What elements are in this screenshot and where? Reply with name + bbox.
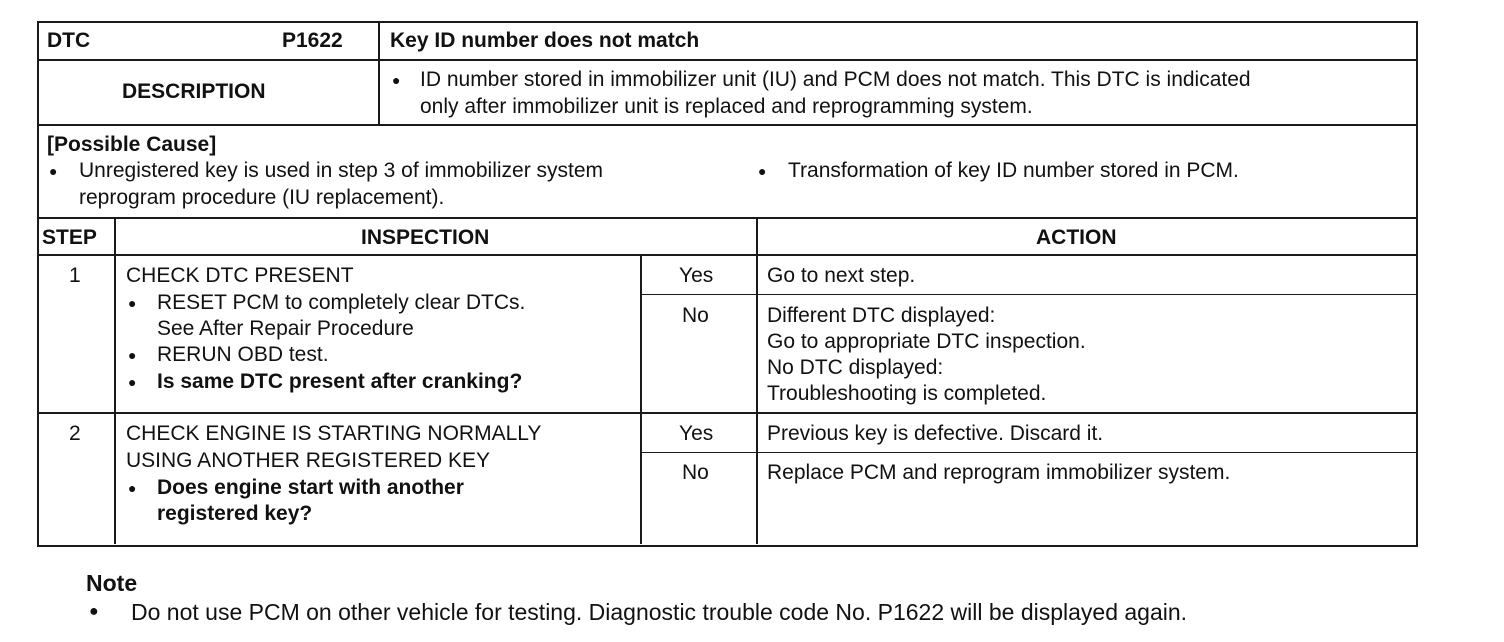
column-action: ACTION xyxy=(1036,226,1117,249)
bullet-icon: ● xyxy=(128,295,137,311)
possible-cause-heading: [Possible Cause] xyxy=(47,133,217,156)
bullet-icon: ● xyxy=(49,163,58,179)
step-1-bullet-3: Is same DTC present after cranking? xyxy=(157,370,523,393)
rule-header-split xyxy=(378,21,380,125)
rule-step-col xyxy=(114,218,116,544)
bullet-icon: ● xyxy=(128,480,137,496)
dtc-label: DTC xyxy=(47,29,91,52)
cause-right-line: Transformation of key ID number stored in PCM. xyxy=(788,159,1239,182)
step-1-no-action-line-4: Troubleshooting is completed. xyxy=(767,382,1047,405)
step-2-no-action: Replace PCM and reprogram immobilizer system. xyxy=(767,461,1231,484)
step-1-no-action-line-3: No DTC displayed: xyxy=(767,356,944,379)
cause-left-line-2: reprogram procedure (IU replacement). xyxy=(79,186,445,209)
bullet-icon: ● xyxy=(128,374,137,390)
step-1-bullet-2: RERUN OBD test. xyxy=(157,343,329,366)
dtc-title: Key ID number does not match xyxy=(390,29,700,52)
bullet-icon: ● xyxy=(128,347,137,363)
step-1-yes-action: Go to next step. xyxy=(767,264,916,287)
bullet-icon: ● xyxy=(89,603,99,620)
step-2-no-label: No xyxy=(682,461,709,484)
step-2-title-line-2: USING ANOTHER REGISTERED KEY xyxy=(126,449,491,472)
description-line-1: ID number stored in immobilizer unit (IU) and PCM does not match. This DTC is indicated xyxy=(420,68,1251,91)
rule-description xyxy=(37,124,1416,126)
step-1-no-action-line-2: Go to appropriate DTC inspection. xyxy=(767,330,1086,353)
description-label: DESCRIPTION xyxy=(122,80,266,103)
step-2-yes-label: Yes xyxy=(679,422,714,445)
step-1-bullet-1-line-1: RESET PCM to completely clear DTCs. xyxy=(157,291,526,314)
step-1-yes-label: Yes xyxy=(679,264,714,287)
step-1-bullet-1-line-2: See After Repair Procedure xyxy=(157,317,414,340)
step-2-yes-action: Previous key is defective. Discard it. xyxy=(767,422,1104,445)
step-2-bullet-1-line-2: registered key? xyxy=(157,502,313,525)
rule-header xyxy=(37,59,1416,61)
bullet-icon: ● xyxy=(392,72,401,88)
step-1-no-action-line-1: Different DTC displayed: xyxy=(767,304,996,327)
rule-yesno-col xyxy=(640,255,642,544)
rule-step1-end xyxy=(37,412,1416,414)
note-title: Note xyxy=(86,570,138,596)
step-2-bullet-1-line-1: Does engine start with another xyxy=(157,476,464,499)
rule-cause xyxy=(37,217,1416,219)
column-step: STEP xyxy=(42,226,97,249)
column-inspection: INSPECTION xyxy=(361,226,490,249)
rule-columns xyxy=(37,254,1416,256)
step-2-title-line-1: CHECK ENGINE IS STARTING NORMALLY xyxy=(126,422,542,445)
rule-action-col xyxy=(756,218,758,544)
step-2-number: 2 xyxy=(69,422,81,445)
step-1-title: CHECK DTC PRESENT xyxy=(126,264,354,287)
bullet-icon: ● xyxy=(758,163,767,179)
note-text: Do not use PCM on other vehicle for testing. Diagnostic trouble code No. P1622 will be displayed again. xyxy=(131,599,1188,625)
cause-left-line-1: Unregistered key is used in step 3 of immobilizer system xyxy=(79,159,604,182)
step-1-no-label: No xyxy=(682,304,709,327)
step-1-number: 1 xyxy=(69,264,81,287)
dtc-code: P1622 xyxy=(282,29,343,52)
description-line-2: only after immobilizer unit is replaced and reprogramming system. xyxy=(420,95,1033,118)
